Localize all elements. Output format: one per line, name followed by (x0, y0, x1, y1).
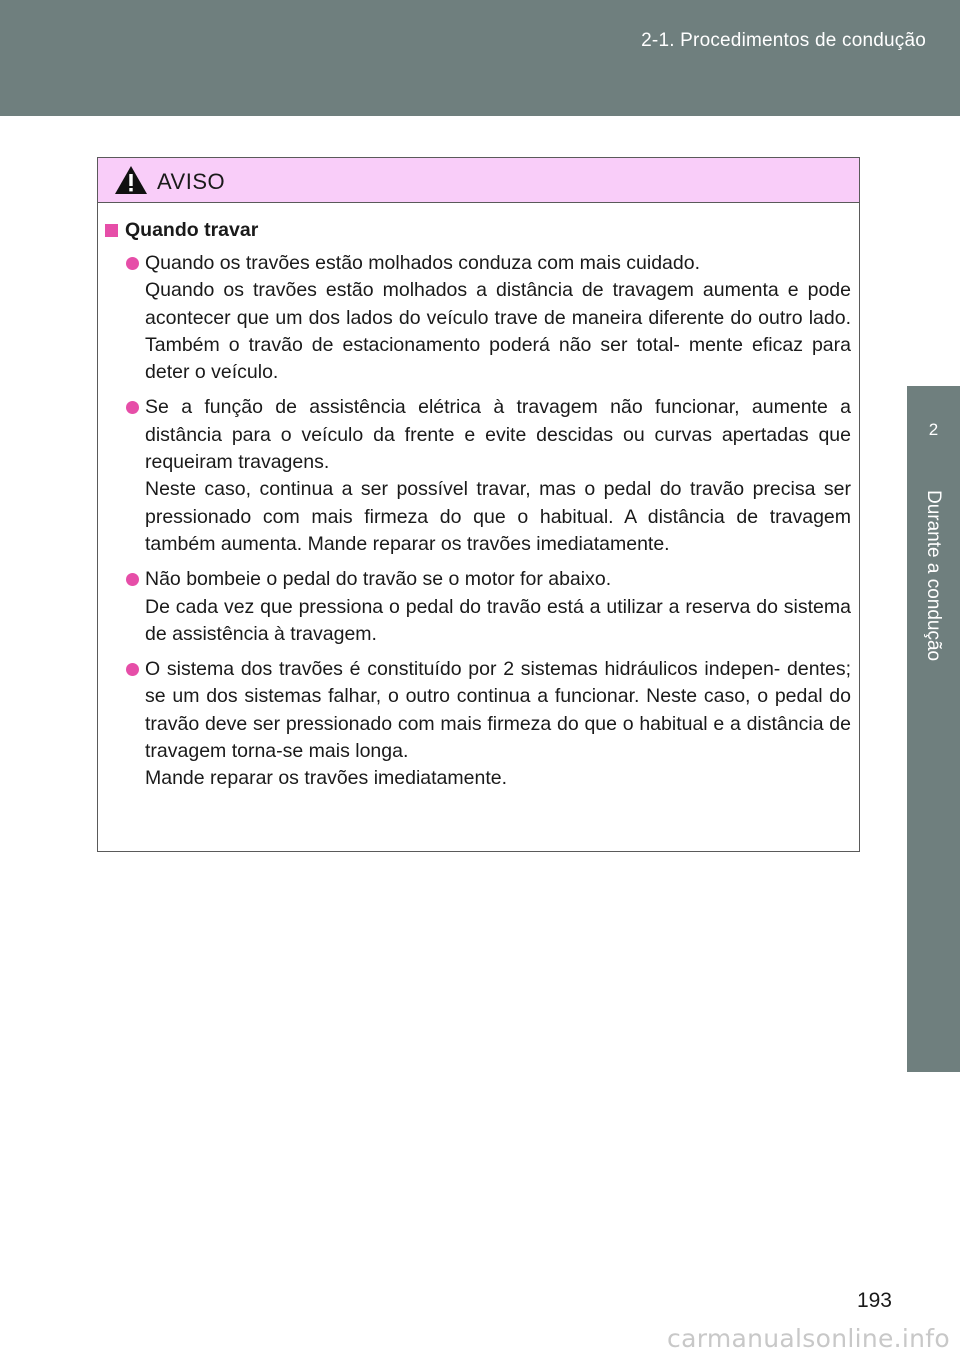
circle-bullet-icon (126, 401, 139, 414)
warning-title: AVISO (157, 169, 226, 194)
item-text: Neste caso, continua a ser possível travar, mas o pedal do travão precisa ser pressionado com mais firmeza do que o habitual. A distância de travagem também aumenta. Mande reparar os travões imediatamente. (145, 478, 851, 555)
warning-body (98, 203, 859, 793)
item-text: Quando os travões estão molhados conduza com mais cuidado. (145, 252, 700, 274)
warning-triangle-icon (114, 165, 148, 195)
item-text: Não bombeie o pedal do travão se o motor for abaixo. (145, 568, 612, 591)
item-text: Mande reparar os travões imediatamente. (145, 767, 508, 790)
item-text: De cada vez que pressiona o pedal do travão está a utilizar a reserva do sistema de assistência à travagem. (145, 595, 851, 645)
warning-item (105, 566, 851, 648)
warning-header (98, 158, 859, 203)
chapter-title: Durante a condução (923, 490, 944, 662)
circle-bullet-icon (126, 257, 139, 270)
warning-item (105, 250, 851, 386)
item-text: O sistema dos travões é constituído por 2 sistemas hidráulicos indepen- dentes; se um dos sistemas falhar, o outro continua a funcionar. Neste caso, o pedal do travão deve ser pressionado com mais firmeza do que o habitual e a distância de travagem torna-se mais longa. (145, 658, 851, 763)
square-bullet-icon (105, 224, 118, 237)
page-number: 193 (856, 1289, 892, 1312)
chapter-tab (907, 386, 960, 1072)
warning-item (105, 394, 851, 558)
watermark: carmanualsonline.info (667, 1324, 950, 1353)
item-text: Quando os travões estão molhados a distância de travagem aumenta e pode acontecer que um dos lados do veículo trave de maneira diferente do outro lado. Também o travão de estacionamento poderá não ser total- mente eficaz para deter o veículo. (145, 279, 851, 384)
section-title: 2-1. Procedimentos de condução (641, 30, 926, 51)
item-text: Se a função de assistência elétrica à travagem não funcionar, aumente a distância para o veículo da frente e evite descidas ou curvas apertadas que requeiram travagens. (145, 396, 851, 474)
warning-item (105, 656, 851, 792)
chapter-number: 2 (928, 420, 939, 439)
circle-bullet-icon (126, 663, 139, 676)
warning-subheading (105, 219, 851, 242)
warning-box (97, 157, 860, 852)
circle-bullet-icon (126, 573, 139, 586)
subheading-text: Quando travar (125, 219, 259, 241)
page-header (0, 0, 960, 116)
